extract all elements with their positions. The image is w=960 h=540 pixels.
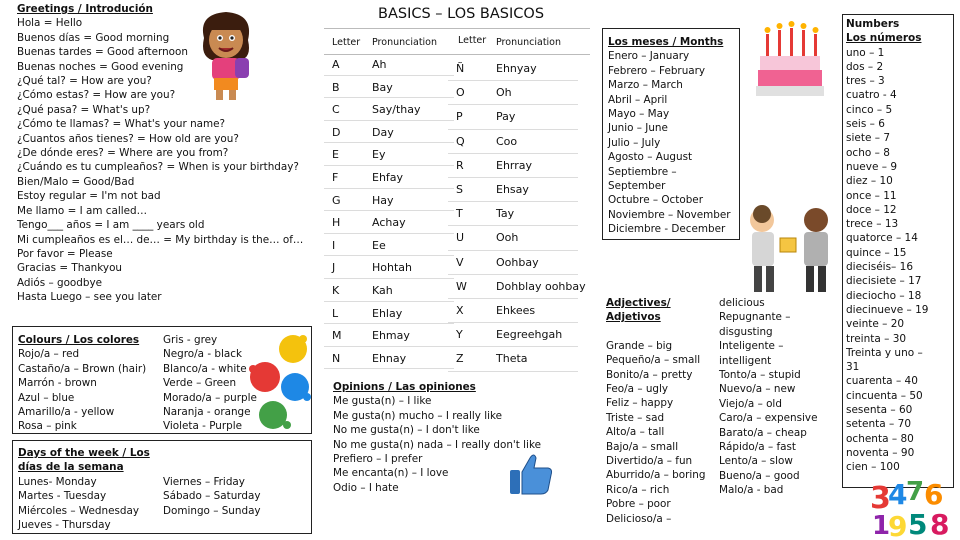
alphabet-pronunciation: Oh (496, 86, 512, 100)
alphabet-letter: R (456, 158, 464, 172)
svg-text:5: 5 (908, 508, 928, 538)
row-divider (324, 255, 454, 256)
number-item: noventa – 90 (846, 446, 915, 459)
adjective-item: Tonto/a – stupid (719, 369, 801, 382)
basics-table (324, 28, 590, 378)
opinion-line: Me encanta(n) – I love (333, 467, 449, 480)
row-divider (448, 346, 578, 347)
row-divider (324, 323, 454, 324)
number-item: veinte – 20 (846, 318, 905, 331)
alphabet-letter: P (456, 110, 463, 124)
colour-item: Rosa – pink (18, 420, 77, 433)
number-item: cinco – 5 (846, 103, 893, 116)
number-item: diecinueve – 19 (846, 303, 929, 316)
adjective-item: Lento/a – slow (719, 455, 793, 468)
adjective-item: Caro/a – expensive (719, 412, 818, 425)
adjective-item: Rápido/a – fast (719, 441, 796, 454)
number-item: dieciocho – 18 (846, 289, 922, 302)
colours-left-list (18, 347, 146, 433)
adjective-item: Bajo/a – small (606, 440, 679, 453)
colour-item: Naranja - orange (163, 406, 251, 419)
alphabet-pronunciation: Say/thay (372, 103, 421, 117)
number-item: diez – 10 (846, 175, 893, 188)
alphabet-pronunciation: Dohblay oohbay (496, 279, 586, 293)
alphabet-pronunciation: Ey (372, 148, 386, 162)
pronunciation-header-left: Pronunciation (372, 37, 438, 48)
row-divider (448, 153, 578, 154)
letter-header-left: Letter (332, 37, 361, 48)
adjectives-title-2: Adjetivos (606, 311, 661, 324)
number-item: once – 11 (846, 189, 897, 202)
greeting-line: Hasta Luego – see you later (17, 291, 162, 304)
alphabet-pronunciation: Ehfay (372, 171, 404, 184)
alphabet-letter: Y (456, 328, 463, 342)
row-divider (448, 80, 578, 81)
adjective-item: Malo/a - bad (719, 484, 784, 497)
alphabet-pronunciation: Kah (372, 284, 393, 297)
day-item: Viernes – Friday (163, 476, 245, 488)
row-divider (448, 104, 578, 105)
adjective-item: Triste – sad (606, 411, 665, 424)
day-item: Lunes- Monday (18, 475, 97, 488)
alphabet-pronunciation: Pay (496, 110, 516, 124)
day-item: Domingo – Sunday (163, 504, 261, 517)
svg-text:9: 9 (888, 510, 908, 538)
colours-left (18, 333, 146, 434)
alphabet-pronunciation: Ehmay (372, 329, 410, 343)
opinion-line: No me gusta(n) – I don't like (333, 424, 480, 437)
alphabet-pronunciation: Ehrray (496, 158, 533, 172)
row-divider (448, 225, 578, 226)
svg-text:6: 6 (924, 478, 944, 511)
row-divider (448, 322, 578, 323)
adjectives-right-list (719, 296, 817, 498)
day-item: Miércoles – Wednesday (18, 504, 140, 517)
alphabet-letter: B (332, 80, 340, 94)
opinion-line: Me gusta(n) mucho – I really like (333, 409, 503, 422)
adjective-item: Feo/a – ugly (606, 383, 669, 396)
adjective-item: Repugnante – (719, 311, 791, 324)
alphabet-letter: G (332, 193, 341, 207)
number-item: nueve – 9 (846, 160, 898, 173)
colour-item: Verde – Green (163, 377, 237, 390)
month-item: Enero – January (608, 50, 690, 63)
greeting-line: ¿De dónde eres? = Where are you from? (17, 147, 229, 160)
svg-text:4: 4 (888, 478, 908, 511)
alphabet-letter: O (456, 86, 465, 100)
colour-item: Negro/a - black (163, 348, 242, 361)
adjective-item: Alto/a – tall (606, 426, 665, 439)
row-divider (448, 177, 578, 178)
letter-header-right: Letter (458, 35, 487, 46)
greeting-line: Estoy regular = I'm not bad (17, 190, 161, 203)
greeting-line: Bien/Malo = Good/Bad (17, 175, 135, 188)
month-item: September (608, 180, 666, 193)
adjective-item: intelligent (719, 354, 772, 367)
number-item: ocho – 8 (846, 146, 890, 159)
colour-item: Marrón - brown (18, 377, 97, 390)
number-item: cien – 100 (846, 461, 900, 474)
numbers-title-2: Los números (846, 32, 922, 45)
month-item: Octubre – October (608, 194, 703, 207)
numbers-list (846, 46, 928, 475)
number-item: ochenta – 80 (846, 432, 914, 445)
number-item: cuatro - 4 (846, 89, 897, 102)
alphabet-pronunciation: Hohtah (372, 261, 412, 275)
number-item: treinta – 30 (846, 332, 907, 345)
days-title-2: días de la semana (18, 461, 124, 474)
row-divider (324, 120, 454, 121)
month-item: Marzo – March (608, 79, 683, 92)
month-item: Septiembre – (608, 165, 677, 178)
row-divider (324, 165, 454, 166)
adjective-item: Nuevo/a – new (719, 383, 796, 396)
number-item: trece – 13 (846, 218, 899, 231)
adjectives-box (600, 296, 840, 532)
row-divider (324, 301, 454, 302)
month-item: Julio – July (608, 136, 661, 149)
opinion-line: Me gusta(n) – I like (333, 395, 432, 408)
alphabet-letter: J (332, 261, 336, 275)
day-item: Jueves - Thursday (18, 519, 111, 532)
alphabet-letter: K (332, 284, 340, 297)
greeting-line: ¿Cuándo es tu cumpleaños? = When is your birthday? (17, 161, 299, 174)
row-divider (448, 274, 578, 275)
alphabet-letter: S (456, 183, 463, 196)
number-item: siete – 7 (846, 132, 891, 145)
adjective-item: Grande – big (606, 339, 673, 352)
months-text (608, 35, 731, 237)
month-item: Mayo – May (608, 108, 670, 121)
opinion-line: Prefiero – I prefer (333, 453, 423, 466)
dora-illustration (190, 8, 262, 106)
days-box (12, 440, 312, 534)
greeting-line: ¿Qué pasa? = What's up? (17, 103, 151, 116)
colour-item: Amarillo/a - yellow (18, 406, 115, 419)
row-divider (324, 368, 454, 369)
day-item: Sábado – Saturday (163, 490, 261, 503)
colours-right (163, 333, 257, 434)
alphabet-letter: T (456, 207, 463, 221)
row-divider (324, 188, 454, 189)
alphabet-letter: M (332, 329, 342, 343)
months-title: Los meses / Months (608, 36, 724, 48)
adjective-item: Inteligente – (719, 340, 784, 353)
adjectives-right (719, 296, 817, 498)
months-box (602, 28, 740, 240)
adjective-item: delicious (719, 297, 765, 309)
alphabet-pronunciation: Ooh (496, 231, 519, 245)
alphabet-pronunciation: Ehsay (496, 183, 529, 196)
greetings-box (12, 2, 312, 316)
thumbs-up-icon (508, 450, 554, 496)
alphabet-pronunciation: Theta (496, 352, 528, 366)
greeting-line: ¿Qué tal? = How are you? (17, 75, 152, 88)
adjectives-left-list (606, 339, 705, 526)
number-item: tres – 3 (846, 75, 885, 88)
birthday-cake-icon (752, 16, 828, 100)
greeting-line: Adiós – goodbye (17, 276, 103, 289)
row-divider (324, 75, 454, 76)
alphabet-pronunciation: Tay (496, 207, 515, 221)
opinions-title: Opinions / Las opiniones (333, 381, 476, 393)
row-divider (324, 210, 454, 211)
colours-right-list (163, 347, 257, 433)
row-divider (324, 233, 454, 234)
greeting-line: Gracias = Thankyou (17, 262, 123, 275)
opinion-line: Odio – I hate (333, 481, 399, 494)
colours-title: Colours / Los colores (18, 334, 140, 346)
adjective-item: Bonito/a – pretty (606, 368, 693, 381)
days-right-list (163, 475, 261, 518)
numbers-box (842, 14, 954, 488)
alphabet-letter: E (332, 148, 339, 162)
adjective-item: Bueno/a – good (719, 469, 800, 482)
number-item: quince – 15 (846, 246, 907, 259)
numbers-title-1: Numbers (846, 18, 900, 30)
number-item: dos – 2 (846, 60, 884, 73)
adjective-item: Divertido/a – fun (606, 455, 693, 468)
colour-item: Morado/a – purple (163, 391, 257, 404)
adjective-item: Aburrido/a – boring (606, 469, 706, 482)
alphabet-pronunciation: Ah (372, 58, 387, 71)
greeting-line: Por favor = Please (17, 247, 113, 260)
adjective-item: disgusting (719, 325, 773, 338)
colour-item: Rojo/a – red (18, 348, 80, 361)
greetings-title: Greetings / Introdución (17, 3, 153, 15)
alphabet-letter: I (332, 238, 336, 252)
greeting-line: ¿Cómo te llamas? = What's your name? (17, 118, 226, 131)
alphabet-pronunciation: Bay (372, 80, 393, 94)
greeting-line: Mi cumpleaños es el… de… = My birthday is the… of… (17, 233, 304, 246)
colour-item: Blanco/a - white (163, 362, 247, 375)
alphabet-letter: N (332, 351, 341, 365)
alphabet-pronunciation: Ehnyay (496, 62, 537, 75)
greeting-line: ¿Cómo estas? = How are you? (17, 89, 176, 102)
alphabet-letter: V (456, 255, 464, 269)
month-item: Diciembre - December (608, 223, 726, 236)
number-item: sesenta – 60 (846, 404, 913, 417)
colorful-numbers-icon (868, 474, 958, 538)
alphabet-pronunciation: Ehnay (372, 351, 407, 365)
alphabet-letter: Q (456, 134, 465, 148)
greeting-line: Tengo___ años = I am ____ years old (17, 219, 205, 232)
alphabet-pronunciation: Day (372, 125, 394, 139)
alphabet-letter: C (332, 103, 340, 117)
alphabet-letter: W (456, 279, 467, 293)
row-divider (448, 129, 578, 130)
number-item: quatorce – 14 (846, 232, 918, 245)
days-title-1: Days of the week / Los (18, 447, 150, 459)
greeting-line: ¿Cuantos años tienes? = How old are you? (17, 132, 239, 145)
days-left-list (18, 475, 150, 533)
adjective-item: Rico/a – rich (606, 483, 670, 496)
colours-box (12, 326, 312, 434)
alphabet-pronunciation: Achay (372, 216, 406, 230)
pronunciation-header-right: Pronunciation (496, 37, 562, 48)
adjective-item: Barato/a – cheap (719, 426, 807, 439)
month-item: Febrero – February (608, 64, 706, 77)
alphabet-letter: H (332, 216, 341, 230)
alphabet-pronunciation: Eegreehgah (496, 328, 563, 342)
alphabet-letter: D (332, 125, 341, 139)
basics-title: BASICS – LOS BASICOS (378, 6, 545, 22)
adjective-item: Pequeño/a – small (606, 354, 701, 367)
adjective-item: Feliz – happy (606, 397, 674, 410)
month-item: Noviembre – November (608, 208, 731, 221)
row-divider (448, 250, 578, 251)
alphabet-letter: F (332, 171, 339, 184)
alphabet-pronunciation: Ee (372, 238, 386, 252)
row-divider (324, 346, 454, 347)
row-divider (324, 278, 454, 279)
number-item: dieciséis– 16 (846, 261, 913, 274)
number-item: doce – 12 (846, 203, 897, 216)
svg-text:7: 7 (906, 477, 925, 507)
greeting-line: Buenos días = Good morning (17, 31, 170, 44)
alphabet-pronunciation: Oohbay (496, 255, 539, 269)
day-item: Martes - Tuesday (18, 490, 107, 503)
number-item: seis – 6 (846, 118, 885, 131)
row-divider (448, 371, 578, 372)
alphabet-pronunciation: Coo (496, 134, 518, 148)
colour-item: Violeta - Purple (163, 420, 243, 433)
alphabet-letter: Z (456, 352, 464, 366)
opinion-line: No me gusta(n) nada – I really don't like (333, 438, 541, 451)
adjective-item: Pobre – poor (606, 498, 671, 511)
number-item: uno – 1 (846, 46, 885, 59)
svg-text:1: 1 (872, 511, 891, 538)
number-item: 31 (846, 361, 860, 374)
alphabet-pronunciation: Ehkees (496, 304, 536, 317)
alphabet-letter: L (332, 306, 339, 320)
adjective-item: Delicioso/a – (606, 512, 672, 525)
greeting-line: Buenas tardes = Good afternoon (17, 46, 188, 59)
month-item: Junio – June (608, 122, 668, 135)
colour-item: Castaño/a – Brown (hair) (18, 362, 147, 375)
row-divider (448, 201, 578, 202)
adjective-item: Viejo/a – old (719, 397, 782, 410)
greeting-line: Me llamo = I am called… (17, 204, 147, 217)
colour-item: Azul – blue (18, 391, 75, 404)
row-divider (448, 298, 578, 299)
alphabet-pronunciation: Hay (372, 193, 394, 207)
number-item: diecisiete – 17 (846, 275, 922, 288)
alphabet-letter: Ñ (456, 62, 465, 75)
numbers-text (846, 17, 928, 475)
alphabet-letter: U (456, 231, 465, 245)
greeting-line: Hola = Hello (17, 17, 83, 30)
alphabet-letter: X (456, 304, 464, 317)
alphabet-pronunciation: Ehlay (372, 306, 403, 320)
colour-grey: Gris - grey (163, 334, 218, 346)
alphabet-letter: A (332, 58, 340, 71)
number-item: setenta – 70 (846, 418, 911, 431)
svg-text:8: 8 (930, 508, 950, 538)
adjectives-title-1: Adjectives/ (606, 297, 671, 309)
number-item: cuarenta – 40 (846, 375, 918, 388)
svg-text:3: 3 (870, 481, 891, 516)
row-divider (324, 97, 454, 98)
number-item: cincuenta – 50 (846, 389, 923, 402)
greeting-line: Buenas noches = Good evening (17, 60, 184, 73)
days-left (18, 446, 150, 532)
months-list (608, 49, 731, 236)
month-item: Abril – April (608, 93, 668, 106)
number-item: Treinta y uno – (846, 346, 923, 359)
days-right (163, 475, 261, 518)
row-divider (324, 142, 454, 143)
gift-exchange-illustration (740, 204, 838, 296)
adjectives-left (606, 296, 705, 526)
month-item: Agosto – August (608, 151, 693, 164)
